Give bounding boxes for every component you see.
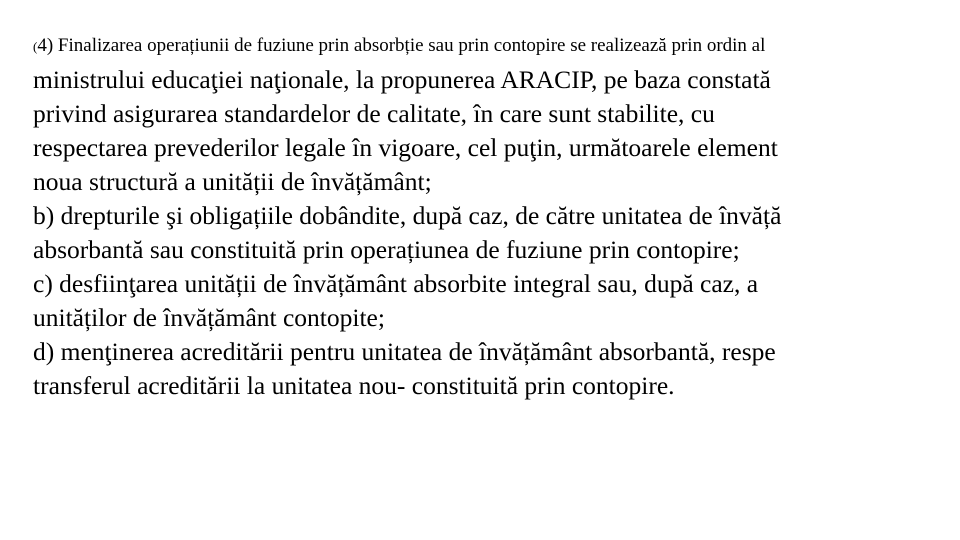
text-line: transferul acreditării la unitatea nou- constituită prin contopire. [33,371,675,400]
paragraph-4-body [33,63,960,403]
text-line: unităților de învățământ contopite; [33,303,385,332]
paragraph-4-intro-line [33,34,765,59]
paragraph-number-open-paren: ( [33,39,38,54]
text-line: ministrului educaţiei naţionale, la propunerea ARACIP, pe baza constată [33,65,771,94]
text-line: privind asigurarea standardelor de calitate, în care sunt stabilite, cu [33,99,715,128]
text-line: respectarea prevederilor legale în vigoare, cel puţin, următoarele element [33,133,778,162]
text-line: absorbantă sau constituită prin operațiunea de fuziune prin contopire; [33,235,740,264]
list-item-d: d) menţinerea acreditării pentru unitatea de învățământ absorbantă, respe [33,337,776,366]
paragraph-4-intro-text: 4) Finalizarea operațiunii de fuziune prin absorbție sau prin contopire se realizează prin ordin al [37,35,766,56]
text-line: noua structură a unității de învățământ; [33,167,432,196]
list-item-b: b) drepturile şi obligațiile dobândite, după caz, de către unitatea de învăță [33,201,782,230]
list-item-c: c) desfiinţarea unității de învățământ absorbite integral sau, după caz, a [33,269,759,298]
